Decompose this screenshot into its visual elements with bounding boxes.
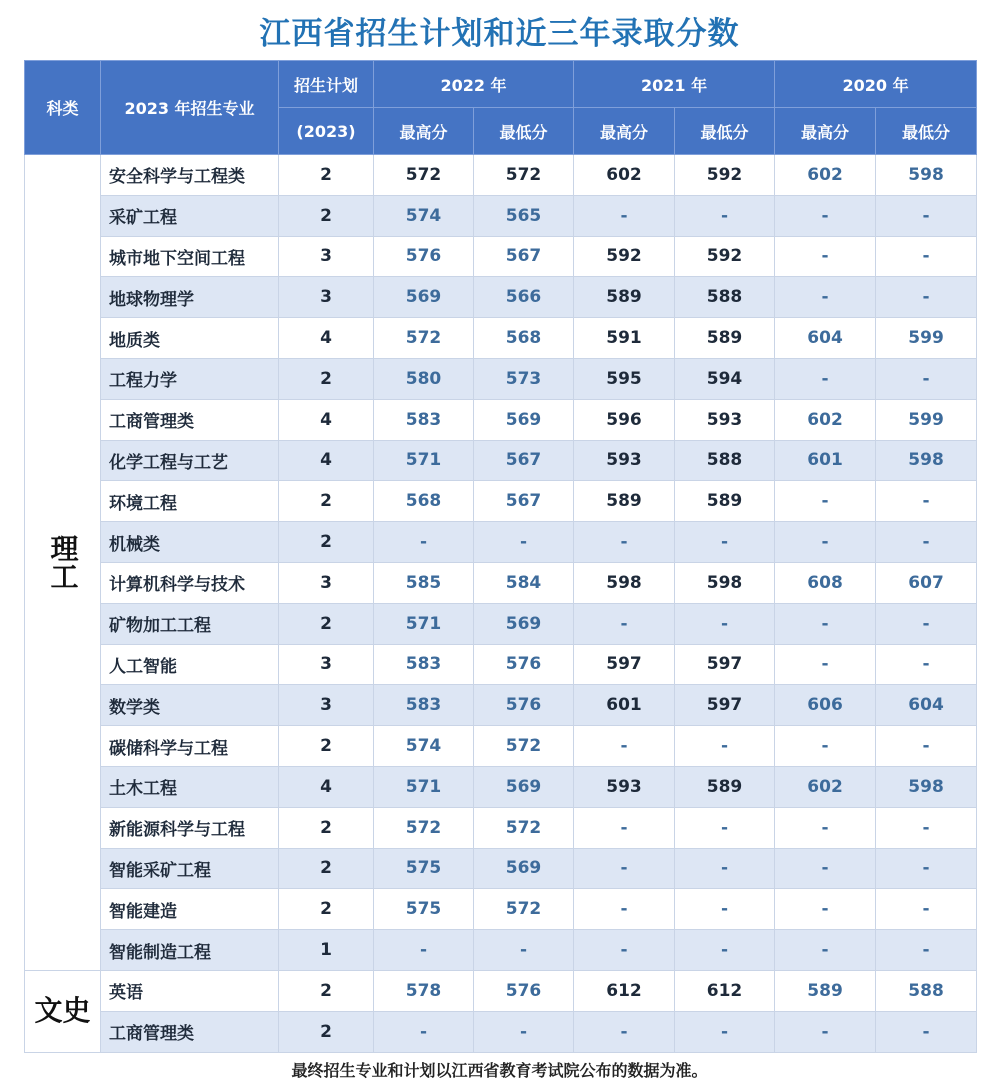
score-2022-max: 574 [374,726,474,767]
score-2022-max: 575 [374,848,474,889]
score-2020-max: - [775,195,876,236]
score-2022-max: 571 [374,766,474,807]
score-2021-min: 598 [675,562,775,603]
header-min-score: 最低分 [876,108,977,155]
score-2020-min: 598 [876,766,977,807]
score-2021-min: - [675,603,775,644]
score-2022-min: 567 [474,481,574,522]
score-2020-max: - [775,481,876,522]
score-2021-max: 595 [574,358,675,399]
major-name: 地质类 [101,318,279,359]
score-2022-max: 568 [374,481,474,522]
score-2021-max: 593 [574,766,675,807]
score-2020-max: - [775,889,876,930]
score-2020-min: 604 [876,685,977,726]
table-row [25,889,977,930]
table-row [25,766,977,807]
header-min-score: 最低分 [474,108,574,155]
major-name: 人工智能 [101,644,279,685]
score-2022-min: 572 [474,155,574,196]
score-2022-min: 569 [474,603,574,644]
score-2022-max: 572 [374,807,474,848]
score-2022-max: 583 [374,399,474,440]
score-2021-min: - [675,726,775,767]
score-2022-max: 580 [374,358,474,399]
table-row [25,726,977,767]
score-2020-min: - [876,522,977,563]
major-name: 城市地下空间工程 [101,236,279,277]
table-row [25,277,977,318]
score-2022-min: 566 [474,277,574,318]
score-2021-min: 612 [675,970,775,1011]
score-2021-max: 601 [574,685,675,726]
score-2022-max: 583 [374,685,474,726]
plan-count: 2 [279,848,374,889]
score-2022-min: 572 [474,726,574,767]
score-2020-min: 599 [876,399,977,440]
score-2022-min: 569 [474,766,574,807]
plan-count: 2 [279,155,374,196]
score-2022-min: 569 [474,848,574,889]
header-year-2022: 2022 年 [374,61,574,108]
major-name: 智能建造 [101,889,279,930]
score-2022-min: 569 [474,399,574,440]
category-label: 理工 [25,155,101,971]
score-2021-max: - [574,195,675,236]
score-2020-max: - [775,807,876,848]
score-2020-min: - [876,481,977,522]
score-2020-min: - [876,1011,977,1052]
plan-count: 2 [279,195,374,236]
plan-count: 2 [279,726,374,767]
score-2022-min: 572 [474,889,574,930]
score-2020-min: - [876,644,977,685]
major-name: 化学工程与工艺 [101,440,279,481]
score-2021-min: 588 [675,440,775,481]
score-2020-max: 601 [775,440,876,481]
score-2022-max: 585 [374,562,474,603]
score-2021-max: - [574,1011,675,1052]
score-2022-min: 573 [474,358,574,399]
score-2020-min: 588 [876,970,977,1011]
score-2022-max: - [374,1011,474,1052]
score-2021-min: 592 [675,155,775,196]
table-row [25,481,977,522]
score-2022-max: 574 [374,195,474,236]
table-row [25,440,977,481]
score-2020-min: 599 [876,318,977,359]
major-name: 地球物理学 [101,277,279,318]
score-2020-min: - [876,930,977,971]
score-2021-max: 591 [574,318,675,359]
table-row [25,603,977,644]
score-2022-min: - [474,522,574,563]
score-2021-max: - [574,930,675,971]
score-2022-max: 569 [374,277,474,318]
score-2022-min: 572 [474,807,574,848]
score-2022-min: 576 [474,644,574,685]
header-min-score: 最低分 [675,108,775,155]
score-2021-max: 592 [574,236,675,277]
score-2022-max: 575 [374,889,474,930]
score-2020-min: - [876,726,977,767]
score-2020-max: - [775,1011,876,1052]
score-2020-min: - [876,889,977,930]
score-2021-max: 612 [574,970,675,1011]
plan-count: 2 [279,1011,374,1052]
score-2021-min: 597 [675,685,775,726]
score-2020-min: - [876,195,977,236]
plan-count: 2 [279,970,374,1011]
score-2022-max: - [374,522,474,563]
plan-count: 2 [279,603,374,644]
table-row [25,522,977,563]
score-2021-min: - [675,1011,775,1052]
major-name: 数学类 [101,685,279,726]
score-2022-max: 572 [374,155,474,196]
score-2021-max: 602 [574,155,675,196]
score-2022-max: 578 [374,970,474,1011]
table-row [25,195,977,236]
score-2020-max: - [775,644,876,685]
plan-count: 2 [279,807,374,848]
score-2021-min: 597 [675,644,775,685]
major-name: 英语 [101,970,279,1011]
score-2020-max: 602 [775,766,876,807]
header-max-score: 最高分 [374,108,474,155]
header-plan-year: (2023) [279,108,374,155]
score-2021-max: 593 [574,440,675,481]
score-2021-min: - [675,195,775,236]
major-name: 碳储科学与工程 [101,726,279,767]
major-name: 计算机科学与技术 [101,562,279,603]
score-2021-min: - [675,848,775,889]
score-2020-max: - [775,603,876,644]
score-2020-max: 589 [775,970,876,1011]
score-2022-max: 583 [374,644,474,685]
plan-count: 2 [279,522,374,563]
score-2022-max: 571 [374,603,474,644]
table-row [25,848,977,889]
score-2022-min: 565 [474,195,574,236]
score-2022-min: 567 [474,236,574,277]
score-2021-max: 598 [574,562,675,603]
score-2022-max: - [374,930,474,971]
plan-count: 4 [279,399,374,440]
score-2020-max: - [775,522,876,563]
score-2020-min: 607 [876,562,977,603]
header-year-2021: 2021 年 [574,61,775,108]
plan-count: 2 [279,889,374,930]
category-label: 文史 [25,970,101,1052]
score-2020-min: - [876,848,977,889]
header-max-score: 最高分 [574,108,675,155]
major-name: 智能制造工程 [101,930,279,971]
score-2021-max: - [574,603,675,644]
score-2020-max: - [775,277,876,318]
score-2021-min: 589 [675,766,775,807]
score-2022-min: 576 [474,970,574,1011]
major-name: 矿物加工工程 [101,603,279,644]
major-name: 机械类 [101,522,279,563]
score-2021-max: - [574,848,675,889]
score-2020-min: 598 [876,440,977,481]
score-2020-min: 598 [876,155,977,196]
score-2021-max: - [574,889,675,930]
table-row [25,685,977,726]
plan-count: 4 [279,318,374,359]
table-row [25,562,977,603]
score-2020-min: - [876,358,977,399]
major-name: 工商管理类 [101,1011,279,1052]
score-2020-min: - [876,236,977,277]
table-row [25,236,977,277]
plan-count: 2 [279,358,374,399]
score-2021-min: 589 [675,318,775,359]
page-title: 江西省招生计划和近三年录取分数 [259,16,740,52]
plan-count: 3 [279,685,374,726]
major-name: 工商管理类 [101,399,279,440]
table-row [25,644,977,685]
score-2021-min: 592 [675,236,775,277]
score-2020-max: - [775,236,876,277]
header-major: 2023 年招生专业 [101,61,279,155]
header-year-2020: 2020 年 [775,61,977,108]
plan-count: 4 [279,440,374,481]
footer-note: 最终招生专业和计划以江西省教育考试院公布的数据为准。 [291,1061,708,1080]
score-2022-max: 576 [374,236,474,277]
major-name: 工程力学 [101,358,279,399]
plan-count: 3 [279,277,374,318]
major-name: 智能采矿工程 [101,848,279,889]
score-2022-min: 567 [474,440,574,481]
major-name: 环境工程 [101,481,279,522]
admission-score-table [24,60,977,1053]
table-row [25,318,977,359]
score-2020-max: 608 [775,562,876,603]
score-2022-min: - [474,1011,574,1052]
score-2022-max: 571 [374,440,474,481]
score-2021-min: 588 [675,277,775,318]
score-2021-max: - [574,726,675,767]
score-2020-max: - [775,848,876,889]
major-name: 安全科学与工程类 [101,155,279,196]
score-2020-max: - [775,358,876,399]
table-body [25,155,977,1053]
score-2022-min: - [474,930,574,971]
table-row [25,358,977,399]
score-2022-min: 576 [474,685,574,726]
major-name: 新能源科学与工程 [101,807,279,848]
table-row [25,399,977,440]
score-2020-min: - [876,603,977,644]
header-max-score: 最高分 [775,108,876,155]
score-2021-max: - [574,522,675,563]
score-2021-min: 593 [675,399,775,440]
table-row [25,1011,977,1052]
score-2021-max: 597 [574,644,675,685]
score-2022-max: 572 [374,318,474,359]
score-2020-min: - [876,277,977,318]
table-row [25,970,977,1011]
plan-count: 3 [279,562,374,603]
score-2021-min: - [675,807,775,848]
score-2021-max: 589 [574,481,675,522]
score-2020-max: - [775,930,876,971]
score-2021-min: 594 [675,358,775,399]
score-2020-min: - [876,807,977,848]
score-2021-max: - [574,807,675,848]
plan-count: 3 [279,644,374,685]
score-2022-min: 568 [474,318,574,359]
plan-count: 2 [279,481,374,522]
plan-count: 1 [279,930,374,971]
score-2021-min: - [675,522,775,563]
major-name: 土木工程 [101,766,279,807]
score-2022-min: 584 [474,562,574,603]
score-2020-max: - [775,726,876,767]
major-name: 采矿工程 [101,195,279,236]
score-2020-max: 602 [775,399,876,440]
score-2020-max: 602 [775,155,876,196]
header-plan: 招生计划 [279,61,374,108]
score-2021-max: 589 [574,277,675,318]
score-2020-max: 606 [775,685,876,726]
plan-count: 4 [279,766,374,807]
score-2021-min: - [675,889,775,930]
header-category: 科类 [25,61,101,155]
table-row [25,155,977,196]
score-2020-max: 604 [775,318,876,359]
score-2021-max: 596 [574,399,675,440]
table-row [25,930,977,971]
table-row [25,807,977,848]
score-2021-min: 589 [675,481,775,522]
score-2021-min: - [675,930,775,971]
plan-count: 3 [279,236,374,277]
